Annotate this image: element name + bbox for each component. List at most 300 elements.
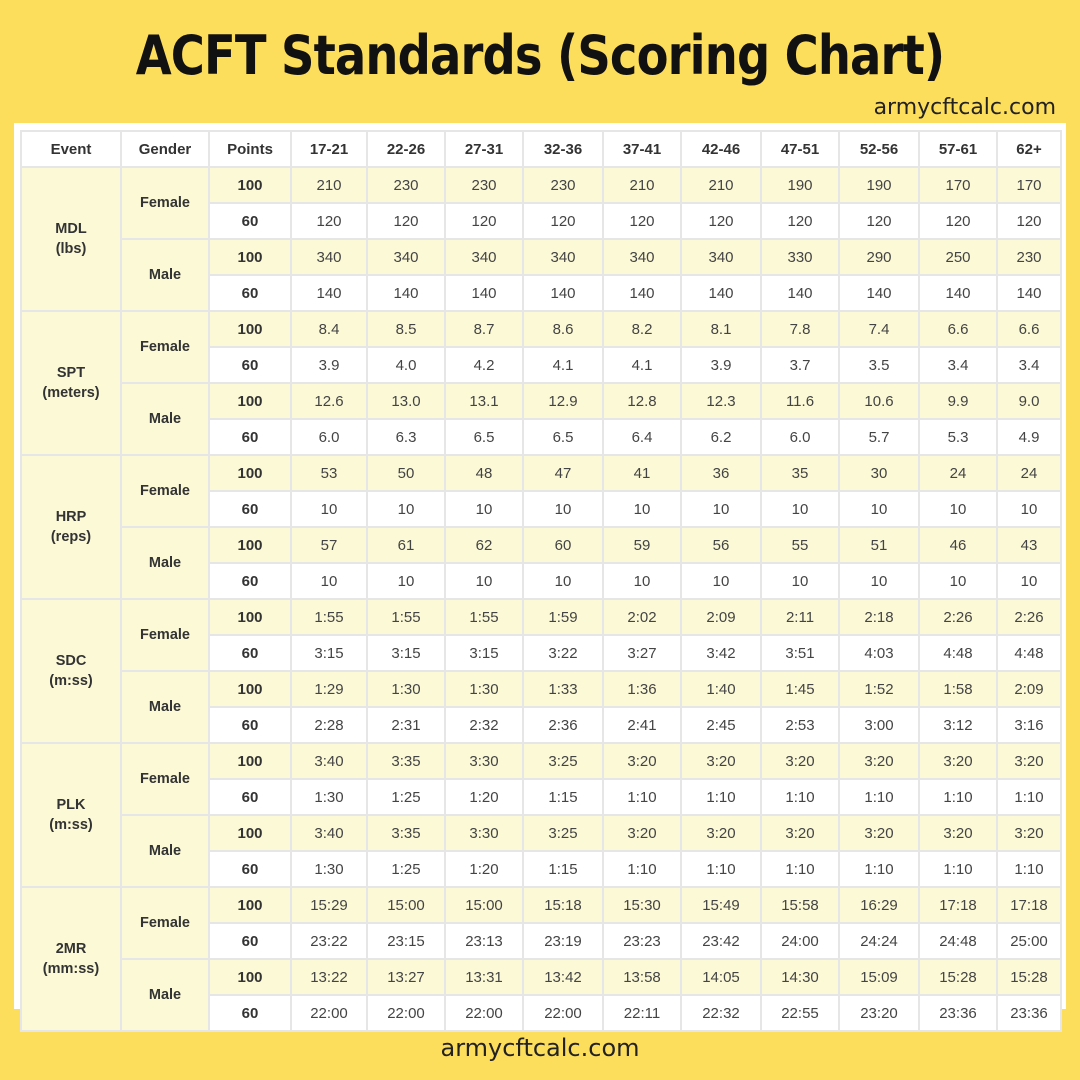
points-cell: 60 xyxy=(209,995,291,1031)
score-cell: 140 xyxy=(997,275,1061,311)
score-cell: 35 xyxy=(761,455,839,491)
score-cell: 12.6 xyxy=(291,383,367,419)
score-cell: 56 xyxy=(681,527,761,563)
score-cell: 8.2 xyxy=(603,311,681,347)
score-cell: 3:22 xyxy=(523,635,603,671)
score-cell: 2:32 xyxy=(445,707,523,743)
event-unit: (meters) xyxy=(42,385,100,401)
score-cell: 7.8 xyxy=(761,311,839,347)
score-cell: 13:27 xyxy=(367,959,445,995)
score-cell: 1:30 xyxy=(445,671,523,707)
gender-cell: Female xyxy=(121,167,209,239)
score-cell: 3:00 xyxy=(839,707,919,743)
score-cell: 10 xyxy=(291,491,367,527)
event-cell xyxy=(21,599,121,743)
score-cell: 250 xyxy=(919,239,997,275)
score-cell: 3.4 xyxy=(997,347,1061,383)
score-cell: 340 xyxy=(367,239,445,275)
score-cell: 190 xyxy=(761,167,839,203)
points-cell: 60 xyxy=(209,635,291,671)
table-row xyxy=(21,815,1061,851)
score-cell: 340 xyxy=(291,239,367,275)
score-cell: 1:29 xyxy=(291,671,367,707)
score-cell: 3:16 xyxy=(997,707,1061,743)
score-cell: 2:28 xyxy=(291,707,367,743)
score-cell: 3:12 xyxy=(919,707,997,743)
score-cell: 36 xyxy=(681,455,761,491)
score-cell: 340 xyxy=(523,239,603,275)
event-cell xyxy=(21,311,121,455)
score-cell: 8.6 xyxy=(523,311,603,347)
score-cell: 23:15 xyxy=(367,923,445,959)
score-cell: 3:20 xyxy=(761,815,839,851)
table-row xyxy=(21,671,1061,707)
score-cell: 46 xyxy=(919,527,997,563)
score-cell: 1:10 xyxy=(919,851,997,887)
score-cell: 12.8 xyxy=(603,383,681,419)
score-cell: 3:42 xyxy=(681,635,761,671)
score-cell: 1:10 xyxy=(761,779,839,815)
score-cell: 6.0 xyxy=(291,419,367,455)
score-cell: 61 xyxy=(367,527,445,563)
column-header: Points xyxy=(209,131,291,167)
gender-cell: Male xyxy=(121,383,209,455)
score-cell: 140 xyxy=(523,275,603,311)
score-cell: 10 xyxy=(919,491,997,527)
score-cell: 53 xyxy=(291,455,367,491)
score-cell: 55 xyxy=(761,527,839,563)
score-cell: 13:22 xyxy=(291,959,367,995)
score-cell: 25:00 xyxy=(997,923,1061,959)
score-cell: 1:52 xyxy=(839,671,919,707)
event-cell xyxy=(21,887,121,1031)
score-cell: 4.9 xyxy=(997,419,1061,455)
score-cell: 6.2 xyxy=(681,419,761,455)
score-cell: 23:22 xyxy=(291,923,367,959)
score-cell: 1:10 xyxy=(839,779,919,815)
score-cell: 10 xyxy=(523,563,603,599)
score-cell: 12.3 xyxy=(681,383,761,419)
score-cell: 57 xyxy=(291,527,367,563)
scoring-table-panel xyxy=(14,123,1066,1022)
points-cell: 100 xyxy=(209,887,291,923)
score-cell: 1:15 xyxy=(523,779,603,815)
score-cell: 2:36 xyxy=(523,707,603,743)
score-cell: 3:20 xyxy=(997,743,1061,779)
column-header: 17-21 xyxy=(291,131,367,167)
score-cell: 15:00 xyxy=(367,887,445,923)
score-cell: 8.7 xyxy=(445,311,523,347)
score-cell: 6.3 xyxy=(367,419,445,455)
score-cell: 24 xyxy=(919,455,997,491)
score-cell: 15:28 xyxy=(997,959,1061,995)
score-cell: 330 xyxy=(761,239,839,275)
score-cell: 10 xyxy=(367,563,445,599)
score-cell: 1:10 xyxy=(603,779,681,815)
score-cell: 9.0 xyxy=(997,383,1061,419)
score-cell: 13.1 xyxy=(445,383,523,419)
score-cell: 1:33 xyxy=(523,671,603,707)
score-cell: 2:18 xyxy=(839,599,919,635)
score-cell: 43 xyxy=(997,527,1061,563)
score-cell: 3:40 xyxy=(291,743,367,779)
score-cell: 230 xyxy=(523,167,603,203)
score-cell: 3:40 xyxy=(291,815,367,851)
score-cell: 22:55 xyxy=(761,995,839,1031)
score-cell: 16:29 xyxy=(839,887,919,923)
score-cell: 3:35 xyxy=(367,815,445,851)
score-cell: 14:30 xyxy=(761,959,839,995)
score-cell: 3:20 xyxy=(919,815,997,851)
table-row xyxy=(21,887,1061,923)
score-cell: 230 xyxy=(367,167,445,203)
score-cell: 2:09 xyxy=(997,671,1061,707)
score-cell: 120 xyxy=(839,203,919,239)
score-cell: 50 xyxy=(367,455,445,491)
column-header: 62+ xyxy=(997,131,1061,167)
column-header: 47-51 xyxy=(761,131,839,167)
score-cell: 4:48 xyxy=(919,635,997,671)
score-cell: 140 xyxy=(603,275,681,311)
points-cell: 100 xyxy=(209,671,291,707)
page-title: ACFT Standards (Scoring Chart) xyxy=(135,24,945,87)
score-cell: 10 xyxy=(681,563,761,599)
score-cell: 4.1 xyxy=(603,347,681,383)
score-cell: 23:13 xyxy=(445,923,523,959)
score-cell: 48 xyxy=(445,455,523,491)
event-cell xyxy=(21,455,121,599)
score-cell: 210 xyxy=(603,167,681,203)
score-cell: 24:48 xyxy=(919,923,997,959)
score-cell: 1:10 xyxy=(919,779,997,815)
score-cell: 10 xyxy=(445,491,523,527)
points-cell: 60 xyxy=(209,275,291,311)
score-cell: 13:58 xyxy=(603,959,681,995)
points-cell: 100 xyxy=(209,959,291,995)
score-cell: 3:30 xyxy=(445,743,523,779)
event-cell xyxy=(21,167,121,311)
score-cell: 8.1 xyxy=(681,311,761,347)
score-cell: 1:36 xyxy=(603,671,681,707)
score-cell: 1:10 xyxy=(997,779,1061,815)
score-cell: 3.9 xyxy=(681,347,761,383)
score-cell: 1:25 xyxy=(367,779,445,815)
gender-cell: Female xyxy=(121,599,209,671)
score-cell: 2:02 xyxy=(603,599,681,635)
score-cell: 4.2 xyxy=(445,347,523,383)
score-cell: 230 xyxy=(997,239,1061,275)
score-cell: 140 xyxy=(839,275,919,311)
table-body xyxy=(21,167,1061,1031)
points-cell: 60 xyxy=(209,419,291,455)
score-cell: 3:27 xyxy=(603,635,681,671)
score-cell: 1:10 xyxy=(681,779,761,815)
score-cell: 2:53 xyxy=(761,707,839,743)
score-cell: 1:30 xyxy=(367,671,445,707)
score-cell: 15:29 xyxy=(291,887,367,923)
score-cell: 1:10 xyxy=(761,851,839,887)
score-cell: 1:30 xyxy=(291,779,367,815)
event-name: SDC xyxy=(55,653,87,669)
score-cell: 2:31 xyxy=(367,707,445,743)
score-cell: 24 xyxy=(997,455,1061,491)
score-cell: 1:58 xyxy=(919,671,997,707)
score-cell: 3.9 xyxy=(291,347,367,383)
score-cell: 15:49 xyxy=(681,887,761,923)
score-cell: 9.9 xyxy=(919,383,997,419)
score-cell: 3:20 xyxy=(681,815,761,851)
points-cell: 60 xyxy=(209,203,291,239)
score-cell: 3:15 xyxy=(291,635,367,671)
score-cell: 13:31 xyxy=(445,959,523,995)
score-cell: 59 xyxy=(603,527,681,563)
column-header: 32-36 xyxy=(523,131,603,167)
score-cell: 23:20 xyxy=(839,995,919,1031)
score-cell: 10 xyxy=(603,563,681,599)
score-cell: 340 xyxy=(681,239,761,275)
score-cell: 1:20 xyxy=(445,779,523,815)
score-cell: 190 xyxy=(839,167,919,203)
table-row xyxy=(21,455,1061,491)
score-cell: 1:55 xyxy=(367,599,445,635)
event-unit: (m:ss) xyxy=(49,673,93,689)
score-cell: 120 xyxy=(919,203,997,239)
score-cell: 3:25 xyxy=(523,815,603,851)
gender-cell: Male xyxy=(121,959,209,1031)
score-cell: 290 xyxy=(839,239,919,275)
points-cell: 100 xyxy=(209,743,291,779)
event-unit: (lbs) xyxy=(55,241,87,257)
gender-cell: Male xyxy=(121,239,209,311)
score-cell: 10 xyxy=(839,491,919,527)
points-cell: 100 xyxy=(209,311,291,347)
table-row xyxy=(21,311,1061,347)
points-cell: 60 xyxy=(209,491,291,527)
event-name: HRP xyxy=(55,509,87,525)
score-cell: 3:20 xyxy=(761,743,839,779)
score-cell: 340 xyxy=(603,239,681,275)
event-name: 2MR xyxy=(55,941,87,957)
event-unit: (mm:ss) xyxy=(42,961,100,977)
score-cell: 1:55 xyxy=(291,599,367,635)
event-name: PLK xyxy=(56,797,86,813)
site-url-top: armycftcalc.com xyxy=(873,95,1056,120)
score-cell: 4.0 xyxy=(367,347,445,383)
score-cell: 120 xyxy=(445,203,523,239)
score-cell: 6.4 xyxy=(603,419,681,455)
score-cell: 17:18 xyxy=(997,887,1061,923)
score-cell: 140 xyxy=(291,275,367,311)
score-cell: 140 xyxy=(919,275,997,311)
score-cell: 340 xyxy=(445,239,523,275)
score-cell: 10 xyxy=(291,563,367,599)
score-cell: 1:25 xyxy=(367,851,445,887)
table-header-row xyxy=(21,131,1061,167)
score-cell: 60 xyxy=(523,527,603,563)
score-cell: 5.7 xyxy=(839,419,919,455)
points-cell: 100 xyxy=(209,599,291,635)
score-cell: 3:35 xyxy=(367,743,445,779)
score-cell: 10 xyxy=(523,491,603,527)
score-cell: 2:11 xyxy=(761,599,839,635)
score-cell: 23:36 xyxy=(997,995,1061,1031)
column-header: 52-56 xyxy=(839,131,919,167)
score-cell: 1:40 xyxy=(681,671,761,707)
score-cell: 62 xyxy=(445,527,523,563)
table-row xyxy=(21,959,1061,995)
score-cell: 15:30 xyxy=(603,887,681,923)
points-cell: 60 xyxy=(209,923,291,959)
table-row xyxy=(21,383,1061,419)
score-cell: 12.9 xyxy=(523,383,603,419)
score-cell: 230 xyxy=(445,167,523,203)
score-cell: 140 xyxy=(367,275,445,311)
score-cell: 10 xyxy=(367,491,445,527)
score-cell: 210 xyxy=(681,167,761,203)
score-cell: 1:55 xyxy=(445,599,523,635)
column-header: Gender xyxy=(121,131,209,167)
score-cell: 3:20 xyxy=(997,815,1061,851)
points-cell: 100 xyxy=(209,455,291,491)
score-cell: 1:10 xyxy=(603,851,681,887)
column-header: 27-31 xyxy=(445,131,523,167)
column-header: 22-26 xyxy=(367,131,445,167)
score-cell: 22:00 xyxy=(291,995,367,1031)
score-cell: 3:20 xyxy=(839,815,919,851)
event-name: SPT xyxy=(56,365,86,381)
score-cell: 15:28 xyxy=(919,959,997,995)
score-cell: 23:23 xyxy=(603,923,681,959)
score-cell: 3:15 xyxy=(445,635,523,671)
site-url-bottom: armycftcalc.com xyxy=(440,1034,640,1062)
score-cell: 210 xyxy=(291,167,367,203)
score-cell: 15:00 xyxy=(445,887,523,923)
score-cell: 41 xyxy=(603,455,681,491)
event-cell xyxy=(21,743,121,887)
score-cell: 14:05 xyxy=(681,959,761,995)
score-cell: 140 xyxy=(761,275,839,311)
score-cell: 15:18 xyxy=(523,887,603,923)
score-cell: 1:15 xyxy=(523,851,603,887)
points-cell: 100 xyxy=(209,383,291,419)
score-cell: 3:15 xyxy=(367,635,445,671)
score-cell: 10 xyxy=(603,491,681,527)
score-cell: 22:32 xyxy=(681,995,761,1031)
score-cell: 10.6 xyxy=(839,383,919,419)
score-cell: 15:09 xyxy=(839,959,919,995)
score-cell: 120 xyxy=(603,203,681,239)
score-cell: 22:00 xyxy=(523,995,603,1031)
score-cell: 6.6 xyxy=(997,311,1061,347)
score-cell: 3:30 xyxy=(445,815,523,851)
score-cell: 4.1 xyxy=(523,347,603,383)
column-header: 42-46 xyxy=(681,131,761,167)
score-cell: 17:18 xyxy=(919,887,997,923)
gender-cell: Female xyxy=(121,743,209,815)
score-cell: 47 xyxy=(523,455,603,491)
gender-cell: Male xyxy=(121,527,209,599)
score-cell: 170 xyxy=(919,167,997,203)
score-cell: 8.5 xyxy=(367,311,445,347)
points-cell: 60 xyxy=(209,851,291,887)
score-cell: 6.6 xyxy=(919,311,997,347)
score-cell: 120 xyxy=(681,203,761,239)
points-cell: 100 xyxy=(209,527,291,563)
score-cell: 1:10 xyxy=(839,851,919,887)
score-cell: 23:42 xyxy=(681,923,761,959)
points-cell: 60 xyxy=(209,707,291,743)
gender-cell: Male xyxy=(121,815,209,887)
gender-cell: Female xyxy=(121,455,209,527)
score-cell: 8.4 xyxy=(291,311,367,347)
score-cell: 10 xyxy=(445,563,523,599)
score-cell: 1:59 xyxy=(523,599,603,635)
score-cell: 24:00 xyxy=(761,923,839,959)
score-cell: 2:45 xyxy=(681,707,761,743)
score-cell: 51 xyxy=(839,527,919,563)
column-header: Event xyxy=(21,131,121,167)
points-cell: 100 xyxy=(209,815,291,851)
points-cell: 60 xyxy=(209,347,291,383)
gender-cell: Female xyxy=(121,311,209,383)
score-cell: 120 xyxy=(291,203,367,239)
table-row xyxy=(21,599,1061,635)
event-unit: (m:ss) xyxy=(49,817,93,833)
score-cell: 3:20 xyxy=(603,743,681,779)
score-cell: 6.0 xyxy=(761,419,839,455)
table-row xyxy=(21,743,1061,779)
score-cell: 3:20 xyxy=(603,815,681,851)
score-cell: 3.4 xyxy=(919,347,997,383)
score-cell: 2:26 xyxy=(919,599,997,635)
score-cell: 2:26 xyxy=(997,599,1061,635)
score-cell: 10 xyxy=(997,563,1061,599)
points-cell: 60 xyxy=(209,779,291,815)
score-cell: 1:45 xyxy=(761,671,839,707)
score-cell: 2:41 xyxy=(603,707,681,743)
score-cell: 120 xyxy=(761,203,839,239)
score-cell: 140 xyxy=(445,275,523,311)
score-cell: 22:00 xyxy=(367,995,445,1031)
gender-cell: Male xyxy=(121,671,209,743)
score-cell: 1:10 xyxy=(681,851,761,887)
score-cell: 30 xyxy=(839,455,919,491)
score-cell: 3:20 xyxy=(919,743,997,779)
score-cell: 10 xyxy=(681,491,761,527)
score-cell: 3.7 xyxy=(761,347,839,383)
score-cell: 120 xyxy=(523,203,603,239)
score-cell: 3.5 xyxy=(839,347,919,383)
score-cell: 3:25 xyxy=(523,743,603,779)
score-cell: 4:03 xyxy=(839,635,919,671)
points-cell: 100 xyxy=(209,239,291,275)
score-cell: 6.5 xyxy=(445,419,523,455)
scoring-table xyxy=(20,130,1062,1032)
table-row xyxy=(21,527,1061,563)
column-header: 57-61 xyxy=(919,131,997,167)
score-cell: 120 xyxy=(367,203,445,239)
score-cell: 3:20 xyxy=(681,743,761,779)
score-cell: 24:24 xyxy=(839,923,919,959)
score-cell: 5.3 xyxy=(919,419,997,455)
points-cell: 100 xyxy=(209,167,291,203)
score-cell: 1:30 xyxy=(291,851,367,887)
score-cell: 10 xyxy=(761,491,839,527)
score-cell: 3:51 xyxy=(761,635,839,671)
score-cell: 3:20 xyxy=(839,743,919,779)
score-cell: 170 xyxy=(997,167,1061,203)
event-name: MDL xyxy=(55,221,87,237)
